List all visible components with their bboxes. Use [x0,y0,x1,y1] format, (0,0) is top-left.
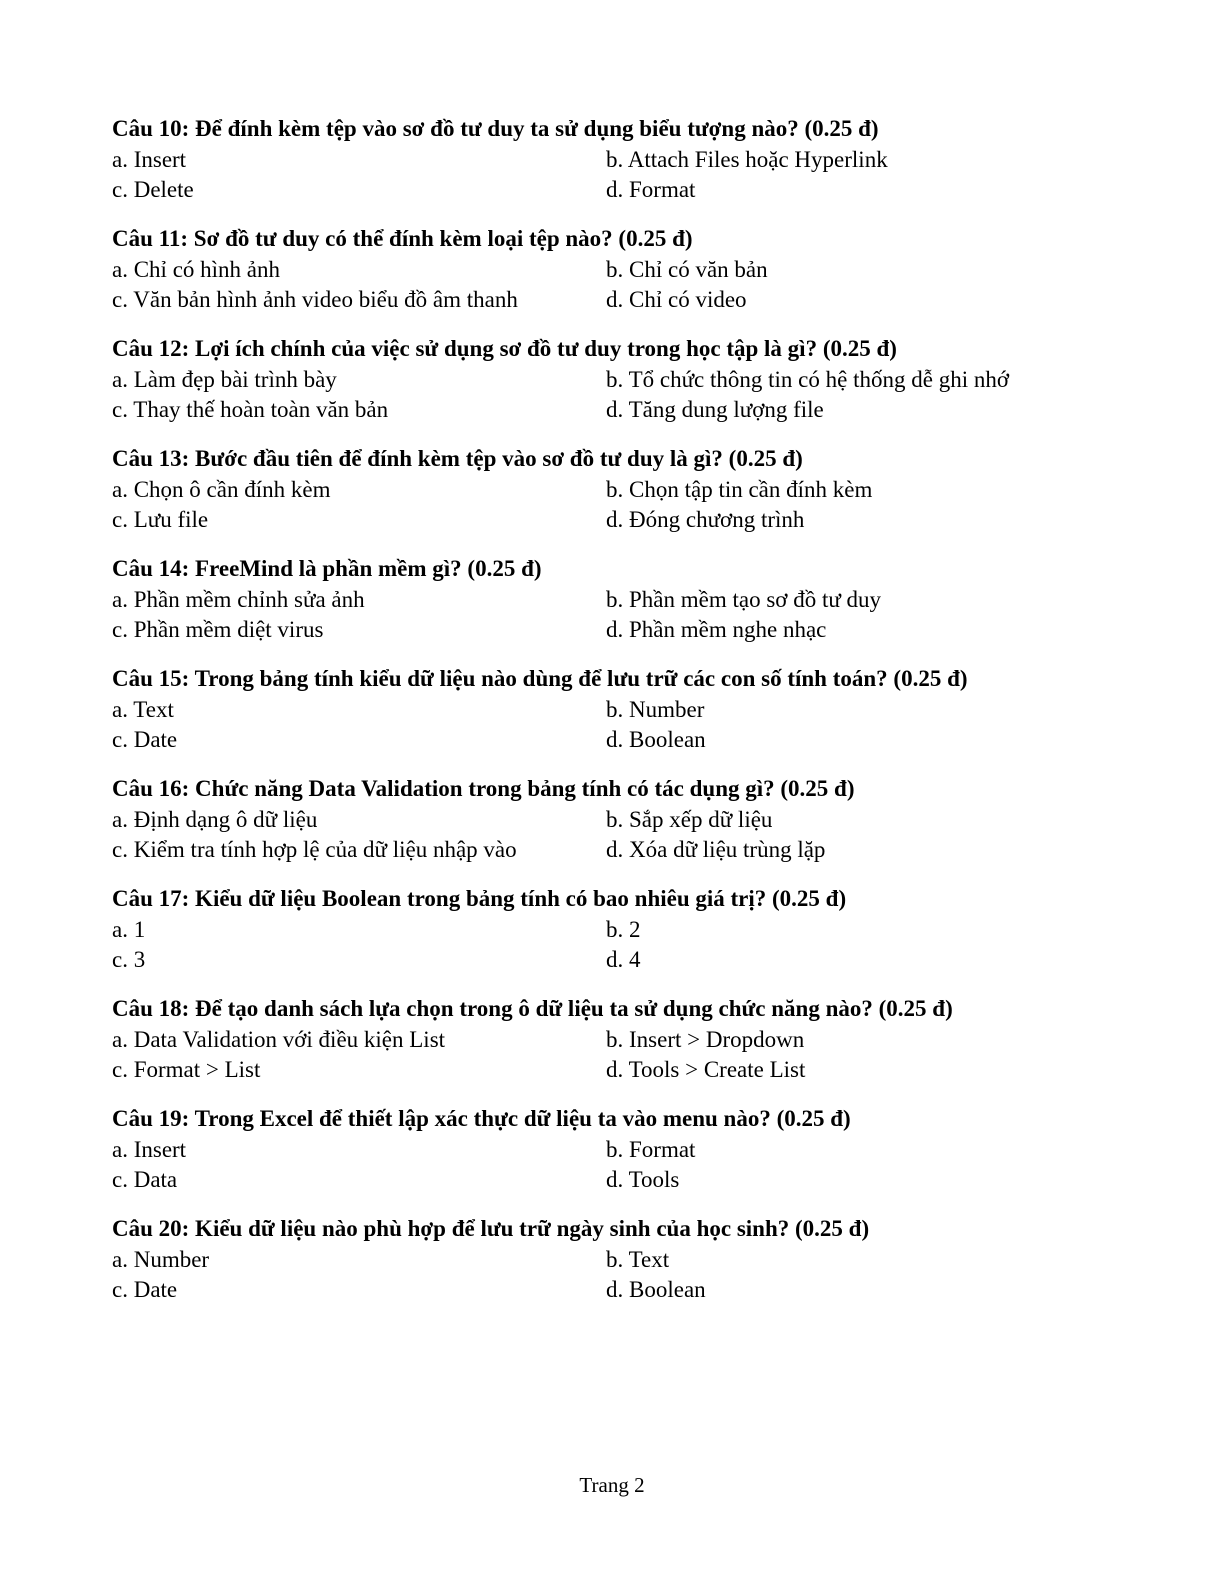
option-d: d. Phần mềm nghe nhạc [606,617,827,642]
option-b: b. Phần mềm tạo sơ đồ tư duy [606,587,882,612]
question-title: Câu 11: Sơ đồ tư duy có thể đính kèm loại tệp nào? (0.25 đ) [112,226,693,251]
options-row [112,1055,1112,1085]
options-row [112,835,1112,865]
options-row [112,145,1112,175]
question-10 [112,112,1112,205]
question-title: Câu 19: Trong Excel để thiết lập xác thực dữ liệu ta vào menu nào? (0.25 đ) [112,1106,851,1131]
option-b: b. Text [606,1247,670,1272]
option-c: c. 3 [112,947,146,972]
option-d: d. 4 [606,947,641,972]
option-b: b. Sắp xếp dữ liệu [606,807,773,832]
option-b: b. Tổ chức thông tin có hệ thống dễ ghi nhớ [606,367,1010,392]
question-15 [112,662,1112,755]
question-title: Câu 20: Kiểu dữ liệu nào phù hợp để lưu trữ ngày sinh của học sinh? (0.25 đ) [112,1216,870,1241]
option-a: a. Insert [112,147,187,172]
options-row [112,505,1112,535]
options-row [112,365,1112,395]
question-title: Câu 17: Kiểu dữ liệu Boolean trong bảng tính có bao nhiêu giá trị? (0.25 đ) [112,886,847,911]
option-a: a. 1 [112,917,146,942]
option-b: b. Attach Files hoặc Hyperlink [606,147,888,172]
options-row [112,615,1112,645]
option-c: c. Date [112,1277,178,1302]
options-row [112,585,1112,615]
option-d: d. Chỉ có video [606,287,747,312]
option-a: a. Insert [112,1137,187,1162]
options-row [112,175,1112,205]
options-row [112,475,1112,505]
question-16 [112,772,1112,865]
option-c: c. Delete [112,177,194,202]
option-c: c. Kiểm tra tính hợp lệ của dữ liệu nhập vào [112,837,517,862]
option-d: d. Boolean [606,1277,706,1302]
option-a: a. Phần mềm chỉnh sửa ảnh [112,587,365,612]
question-title: Câu 13: Bước đầu tiên để đính kèm tệp vào sơ đồ tư duy là gì? (0.25 đ) [112,446,803,471]
option-d: d. Boolean [606,727,706,752]
option-c: c. Lưu file [112,507,209,532]
option-a: a. Data Validation với điều kiện List [112,1027,446,1052]
options-row [112,805,1112,835]
question-title: Câu 12: Lợi ích chính của việc sử dụng sơ đồ tư duy trong học tập là gì? (0.25 đ) [112,336,897,361]
option-a: a. Định dạng ô dữ liệu [112,807,318,832]
exam-page [112,112,1112,1322]
option-a: a. Làm đẹp bài trình bày [112,367,337,392]
option-b: b. Format [606,1137,696,1162]
options-row [112,695,1112,725]
option-b: b. Chọn tập tin cần đính kèm [606,477,873,502]
option-a: a. Chọn ô cần đính kèm [112,477,331,502]
options-row [112,285,1112,315]
option-c: c. Văn bản hình ảnh video biểu đồ âm thanh [112,287,518,312]
question-title: Câu 15: Trong bảng tính kiểu dữ liệu nào dùng để lưu trữ các con số tính toán? (0.25 đ) [112,666,968,691]
option-d: d. Tools > Create List [606,1057,806,1082]
question-12 [112,332,1112,425]
options-row [112,915,1112,945]
question-title: Câu 14: FreeMind là phần mềm gì? (0.25 đ) [112,556,542,581]
question-18 [112,992,1112,1085]
option-a: a. Number [112,1247,210,1272]
option-c: c. Date [112,727,178,752]
question-title: Câu 16: Chức năng Data Validation trong bảng tính có tác dụng gì? (0.25 đ) [112,776,855,801]
option-d: d. Tăng dung lượng file [606,397,824,422]
options-row [112,725,1112,755]
question-11 [112,222,1112,315]
option-c: c. Phần mềm diệt virus [112,617,324,642]
question-17 [112,882,1112,975]
option-d: d. Đóng chương trình [606,507,805,532]
question-13 [112,442,1112,535]
option-b: b. 2 [606,917,641,942]
option-c: c. Data [112,1167,178,1192]
question-19 [112,1102,1112,1195]
options-row [112,1275,1112,1305]
page-number: Trang 2 [579,1473,645,1497]
option-d: d. Tools [606,1167,680,1192]
question-20 [112,1212,1112,1305]
option-d: d. Format [606,177,696,202]
options-row [112,945,1112,975]
question-title: Câu 10: Để đính kèm tệp vào sơ đồ tư duy ta sử dụng biểu tượng nào? (0.25 đ) [112,116,879,141]
option-a: a. Chỉ có hình ảnh [112,257,280,282]
option-b: b. Number [606,697,705,722]
question-14 [112,552,1112,645]
question-title: Câu 18: Để tạo danh sách lựa chọn trong ô dữ liệu ta sử dụng chức năng nào? (0.25 đ) [112,996,953,1021]
option-a: a. Text [112,697,174,722]
options-row [112,1025,1112,1055]
options-row [112,255,1112,285]
options-row [112,1165,1112,1195]
option-d: d. Xóa dữ liệu trùng lặp [606,837,826,862]
options-row [112,1135,1112,1165]
options-row [112,1245,1112,1275]
option-c: c. Format > List [112,1057,261,1082]
option-b: b. Chỉ có văn bản [606,257,768,282]
options-row [112,395,1112,425]
option-b: b. Insert > Dropdown [606,1027,805,1052]
option-c: c. Thay thế hoàn toàn văn bản [112,397,389,422]
